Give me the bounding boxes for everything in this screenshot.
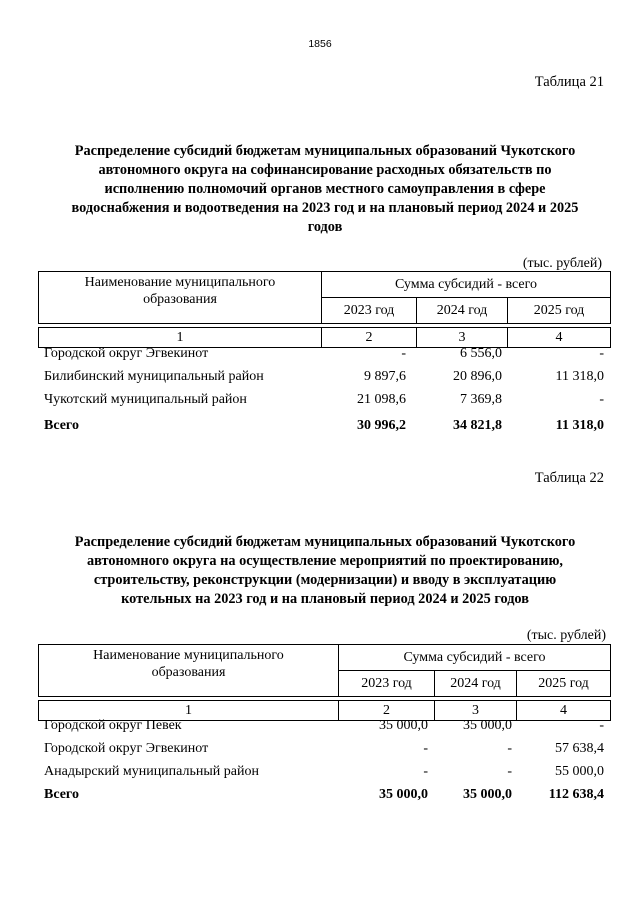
table-22-label: Таблица 22 [534,470,604,486]
row-name: Городской округ Певек [44,717,182,733]
value-2024: 7 369,8 [460,391,502,407]
column-header-name [39,645,339,697]
table-total-row [44,414,604,437]
value-2023: - [401,345,406,361]
column-header-sum: Сумма субсидий - всего [339,645,611,671]
heading-line: автономного округа на осуществление мероприятий по проектированию, [87,553,563,569]
value-2024: - [507,763,512,779]
total-2023: 35 000,0 [379,786,428,802]
column-header-name-line: образования [151,665,226,680]
table-22-unit: (тыс. рублей) [526,628,606,643]
heading-line: годов [307,219,343,235]
row-name: Городской округ Эгвекинот [44,345,209,361]
heading-line: котельных на 2023 год и на плановый период 2024 и 2025 годов [121,591,529,607]
total-2024: 35 000,0 [463,786,512,802]
row-name: Анадырский муниципальный район [44,763,259,779]
total-label: Всего [44,417,79,433]
table-row [44,388,604,411]
table-21-body [44,342,604,437]
heading-line: Распределение субсидий бюджетам муниципальных образований Чукотского [74,534,576,550]
value-2023: - [423,763,428,779]
total-2025: 11 318,0 [555,417,604,433]
value-2025: - [599,391,604,407]
column-header-year: 2023 год [322,298,417,324]
page-number: 1856 [308,38,332,50]
column-header-name-line: Наименование муниципального [93,648,284,663]
value-2023: - [423,740,428,756]
value-2025: - [599,717,604,733]
value-2024: - [507,740,512,756]
value-2025: 55 000,0 [555,763,604,779]
column-header-year: 2024 год [417,298,508,324]
table-21-heading [40,142,610,237]
value-2025: 57 638,4 [555,740,604,756]
heading-line: строительству, реконструкции (модернизации) и вводу в эксплуатацию [93,572,557,588]
total-2024: 34 821,8 [453,417,502,433]
value-2023: 35 000,0 [379,717,428,733]
heading-line: исполнению полномочий органов местного самоуправления в сфере [104,181,546,197]
table-22-body [44,714,604,806]
column-number: 3 [417,328,508,348]
column-number: 2 [322,328,417,348]
column-header-year: 2025 год [508,298,611,324]
column-number: 2 [339,701,435,721]
column-number: 1 [39,701,339,721]
value-2023: 9 897,6 [364,368,406,384]
value-2025: 11 318,0 [555,368,604,384]
table-22-header [38,644,611,721]
row-name: Городской округ Эгвекинот [44,740,209,756]
column-number: 3 [435,701,517,721]
value-2024: 6 556,0 [460,345,502,361]
column-header-year: 2024 год [435,671,517,697]
total-2025: 112 638,4 [548,786,604,802]
total-label: Всего [44,786,79,802]
column-header-name-line: Наименование муниципального [84,275,276,290]
column-header-sum: Сумма субсидий - всего [322,272,611,298]
table-22-heading [40,533,610,609]
column-number: 1 [39,328,322,348]
column-number: 4 [508,328,611,348]
table-21-unit: (тыс. рублей) [522,256,602,271]
column-header-name [39,272,322,324]
table-21-header [38,271,611,348]
column-number: 4 [517,701,611,721]
heading-line: водоснабжения и водоотведения на 2023 год и на плановый период 2024 и 2025 [71,200,579,216]
column-header-year: 2023 год [339,671,435,697]
value-2024: 35 000,0 [463,717,512,733]
table-row [44,737,604,760]
value-2024: 20 896,0 [453,368,502,384]
table-row [44,760,604,783]
column-header-year: 2025 год [517,671,611,697]
heading-line: автономного округа на софинансирование расходных обязательств по [98,162,552,178]
table-21-label: Таблица 21 [534,74,604,90]
table-row [44,714,604,737]
row-name: Билибинский муниципальный район [44,368,264,384]
heading-line: Распределение субсидий бюджетам муниципальных образований Чукотского [74,143,576,159]
column-header-name-line: образования [143,292,217,307]
table-row [44,365,604,388]
value-2023: 21 098,6 [357,391,406,407]
total-2023: 30 996,2 [357,417,406,433]
value-2025: - [599,345,604,361]
table-total-row [44,783,604,806]
table-row [44,342,604,365]
row-name: Чукотский муниципальный район [44,391,247,407]
